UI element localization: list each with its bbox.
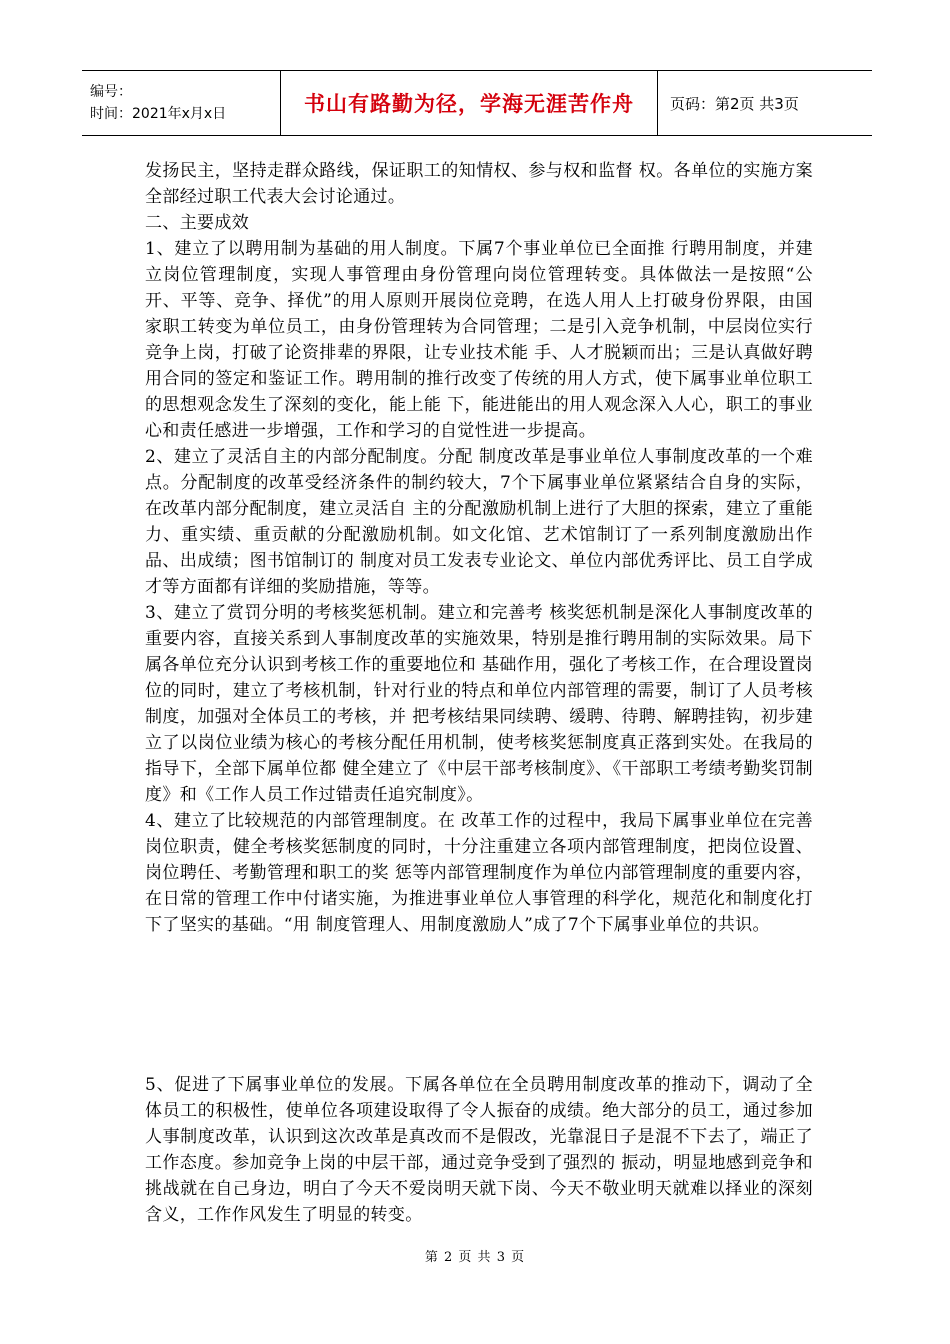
header-page-info: 页码：第2页 共3页 xyxy=(670,94,799,113)
document-number-label: 编号： xyxy=(90,84,132,100)
body-paragraph: 发扬民主，坚持走群众路线，保证职工的知情权、参与权和监督 权。各单位的实施方案全部经过职工代表大会讨论通过。 xyxy=(145,161,813,207)
document-header xyxy=(82,70,872,136)
document-body-continued xyxy=(145,1072,813,1228)
body-paragraph: 2、建立了灵活自主的内部分配制度。分配 制度改革是事业单位人事制度改革的一个难点。分配制度的改革受经济条件的制约较大，7个下属事业单位紧紧结合自身的实际，在改革内部分配制度，建立灵活自 主的分配激励机制上进行了大胆的探索，建立了重能力、重实绩、重贡献的分配激励机制。如文化馆、艺术馆制订了一系列制度激励出作品、出成绩；图书馆制订的 制度对员工发表专业论文、单位内部优秀评比、员工自学成才等方面都有详细的奖励措施，等等。 xyxy=(145,447,813,597)
header-meta xyxy=(82,71,280,135)
body-paragraph: 5、促进了下属事业单位的发展。下属各单位在全员聘用制度改革的推动下，调动了全体员工的积极性，使单位各项建设取得了令人振奋的成绩。绝大部分的员工，通过参加人事制度改革，认识到这次改革是真改而不是假改，光靠混日子是混不下去了，端正了工作态度。参加竞争上岗的中层干部，通过竞争受到了强烈的 振动，明显地感到竞争和挑战就在自己身边，明白了今天不爱岗明天就下岗、今天不敬业明天就难以择业的深刻含义，工作作风发生了明显的转变。 xyxy=(145,1075,813,1225)
header-motto-cell xyxy=(280,71,658,135)
body-paragraph: 1、建立了以聘用制为基础的用人制度。下属7个事业单位已全面推 行聘用制度，并建立岗位管理制度，实现人事管理由身份管理向岗位管理转变。具体做法一是按照“公开、平等、竞争、择优”的用人原则开展岗位竞聘，在选人用人上打破身份界限，由国家职工转变为单位员工，由身份管理转为合同管理；二是引入竞争机制，中层岗位实行竞争上岗，打破了论资排辈的界限，让专业技术能 手、人才脱颖而出；三是认真做好聘用合同的签定和鉴证工作。聘用制的推行改变了传统的用人方式，使下属事业单位职工的思想观念发生了深刻的变化，能上能 下，能进能出的用人观念深入人心，职工的事业心和责任感进一步增强，工作和学习的自觉性进一步提高。 xyxy=(145,239,813,441)
document-body xyxy=(145,158,813,938)
page-footer: 第 2 页 共 3 页 xyxy=(424,1250,526,1265)
section-heading: 二、主要成效 xyxy=(145,213,250,233)
document-date: 时间：2021年x月x日 xyxy=(90,106,227,122)
body-paragraph: 4、建立了比较规范的内部管理制度。在 改革工作的过程中，我局下属事业单位在完善岗位职责，健全考核奖惩制度的同时，十分注重建立各项内部管理制度，把岗位设置、岗位聘任、考勤管理和职工的奖 惩等内部管理制度作为单位内部管理制度的重要内容，在日常的管理工作中付诸实施，为推进事业单位人事管理的科学化，规范化和制度化打下了坚实的基础。“用 制度管理人、用制度激励人”成了7个下属事业单位的共识。 xyxy=(145,811,813,935)
header-motto: 书山有路勤为径，学海无涯苦作舟 xyxy=(304,92,634,116)
header-page-info-cell xyxy=(658,71,872,135)
body-paragraph: 3、建立了赏罚分明的考核奖惩机制。建立和完善考 核奖惩机制是深化人事制度改革的重要内容，直接关系到人事制度改革的实施效果，特别是推行聘用制的实际效果。局下属各单位充分认识到考核工作的重要地位和 基础作用，强化了考核工作，在合理设置岗位的同时，建立了考核机制，针对行业的特点和单位内部管理的需要，制订了人员考核制度，加强对全体员工的考核，并 把考核结果同续聘、缓聘、待聘、解聘挂钩，初步建立了以岗位业绩为核心的考核分配任用机制，使考核奖惩制度真正落到实处。在我局的指导下，全部下属单位都 健全建立了《中层干部考核制度》、《干部职工考绩考勤奖罚制度》和《工作人员工作过错责任追究制度》。 xyxy=(145,603,813,805)
